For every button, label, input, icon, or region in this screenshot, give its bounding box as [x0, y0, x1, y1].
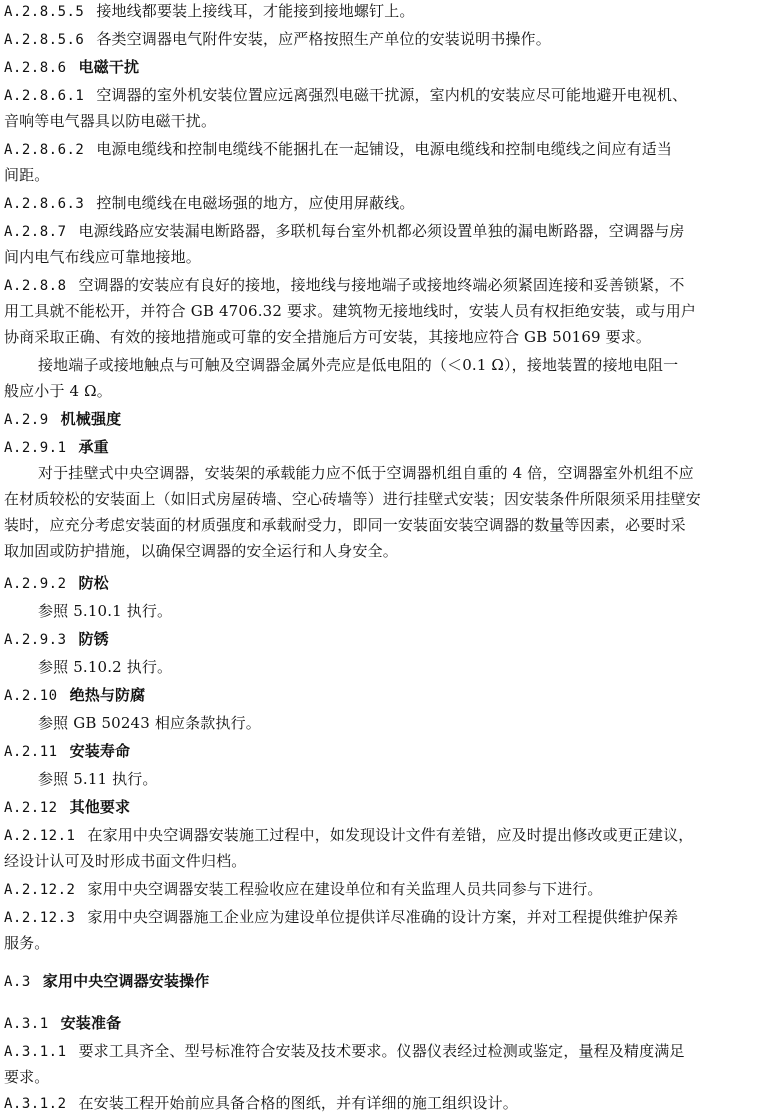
clause-a-2-8-5-5 — [4, 1, 754, 23]
clause-number: A.3.1.1 — [4, 1044, 67, 1060]
clause-text: 在家用中央空调器安装施工过程中，如发现设计文件有差错，应及时提出修改或更正建议， — [87, 826, 694, 844]
heading-a-2-10 — [4, 685, 754, 707]
clause-number: A.2.12 — [4, 800, 58, 816]
clause-text: 空调器的安装应有良好的接地，接地线与接地端子或接地终端必须紧固连接和妥善锁紧，不 — [78, 276, 685, 294]
heading-a-2-9-3 — [4, 629, 754, 651]
paragraph-line — [38, 657, 754, 678]
clause-text: 在安装工程开始前应具备合格的图纸，并有详细的施工组织设计。 — [78, 1094, 518, 1112]
continuation-line — [4, 1067, 754, 1088]
paragraph-line — [38, 355, 754, 376]
clause-number: A.2.9.3 — [4, 632, 67, 648]
clause-text: 要求。 — [4, 1068, 50, 1086]
paragraph-line — [38, 601, 754, 622]
clause-number: A.2.12.2 — [4, 882, 76, 898]
clause-number: A.2.8.6.3 — [4, 196, 85, 212]
clause-number: A.2.8.5.6 — [4, 32, 85, 48]
clause-a-2-12-2 — [4, 879, 754, 901]
clause-text: 在材质较松的安装面上（如旧式房屋砖墙、空心砖墙等）进行挂壁式安装；因安装条件所限须采用挂壁安 — [4, 490, 701, 508]
clause-number: A.2.8.6 — [4, 60, 67, 76]
continuation-line — [4, 541, 754, 562]
clause-text: 家用中央空调器安装工程验收应在建设单位和有关监理人员共同参与下进行。 — [87, 880, 603, 898]
clause-text: 家用中央空调器施工企业应为建设单位提供详尽准确的设计方案，并对工程提供维护保养 — [87, 908, 679, 926]
clause-number: A.2.8.8 — [4, 278, 67, 294]
clause-a-2-12-3 — [4, 907, 754, 929]
continuation-line — [4, 247, 754, 268]
clause-a-2-8-5-6 — [4, 29, 754, 51]
clause-a-2-8-6-1 — [4, 85, 754, 107]
clause-a-2-8-6-3 — [4, 193, 754, 215]
clause-text: 取加固或防护措施，以确保空调器的安全运行和人身安全。 — [4, 542, 398, 560]
continuation-line — [4, 327, 754, 348]
clause-text: 参照 5.11 执行。 — [38, 770, 158, 788]
continuation-line — [4, 111, 754, 132]
clause-number: A.2.11 — [4, 744, 58, 760]
clause-text: 对于挂壁式中央空调器，安装架的承载能力应不低于空调器机组自重的 4 倍，空调器室外机组不应 — [38, 464, 694, 482]
clause-number: A.2.8.6.1 — [4, 88, 85, 104]
heading-text: 家用中央空调器安装操作 — [42, 972, 210, 990]
clause-a-3-1-1 — [4, 1041, 754, 1063]
heading-text: 防松 — [78, 574, 109, 592]
clause-a-2-12-1 — [4, 825, 754, 847]
heading-a-2-9-2 — [4, 573, 754, 595]
clause-number: A.2.12.3 — [4, 910, 76, 926]
clause-text: 参照 5.10.2 执行。 — [38, 658, 173, 676]
heading-a-2-9-1 — [4, 437, 754, 459]
clause-number: A.2.9.1 — [4, 440, 67, 456]
heading-a-2-11 — [4, 741, 754, 763]
clause-text: 音响等电气器具以防电磁干扰。 — [4, 112, 217, 130]
clause-number: A.2.10 — [4, 688, 58, 704]
continuation-line — [4, 165, 754, 186]
clause-text: 控制电缆线在电磁场强的地方，应使用屏蔽线。 — [96, 194, 415, 212]
clause-text: 要求工具齐全、型号标准符合安装及技术要求。仪器仪表经过检测或鉴定，量程及精度满足 — [78, 1042, 685, 1060]
clause-number: A.3 — [4, 974, 31, 990]
clause-number: A.3.1.2 — [4, 1096, 67, 1112]
clause-a-2-8-7 — [4, 221, 754, 243]
clause-text: 间距。 — [4, 166, 50, 184]
heading-text: 机械强度 — [60, 410, 122, 428]
clause-text: 间内电气布线应可靠地接地。 — [4, 248, 201, 266]
clause-number: A.2.12.1 — [4, 828, 76, 844]
clause-text: 空调器的室外机安装位置应远离强烈电磁干扰源，室内机的安装应尽可能地避开电视机、 — [96, 86, 688, 104]
clause-text: 各类空调器电气附件安装，应严格按照生产单位的安装说明书操作。 — [96, 30, 551, 48]
clause-text: 用工具就不能松开，并符合 GB 4706.32 要求。建筑物无接地线时，安装人员有权拒绝安装，或与用户 — [4, 302, 696, 320]
clause-text: 参照 GB 50243 相应条款执行。 — [38, 714, 261, 732]
clause-text: 般应小于 4 Ω。 — [4, 382, 112, 400]
clause-text: 协商采取正确、有效的接地措施或可靠的安全措施后方可安装，其接地应符合 GB 50169 要求。 — [4, 328, 652, 346]
clause-text: 服务。 — [4, 934, 50, 952]
paragraph-line — [38, 463, 754, 484]
continuation-line — [4, 301, 754, 322]
clause-number: A.2.9.2 — [4, 576, 67, 592]
heading-a-2-12 — [4, 797, 754, 819]
heading-a-2-8-6 — [4, 57, 754, 79]
clause-text: 接地线都要装上接线耳，才能接到接地螺钉上。 — [96, 2, 415, 20]
heading-a-3-1 — [4, 1013, 754, 1035]
clause-a-2-8-8 — [4, 275, 754, 297]
continuation-line — [4, 851, 754, 872]
heading-text: 承重 — [78, 438, 109, 456]
heading-text: 电磁干扰 — [78, 58, 140, 76]
heading-text: 安装准备 — [60, 1014, 122, 1032]
clause-text: 电源线路应安装漏电断路器，多联机每台室外机都必须设置单独的漏电断路器，空调器与房 — [78, 222, 685, 240]
heading-text: 绝热与防腐 — [69, 686, 146, 704]
paragraph-line — [38, 769, 754, 790]
heading-text: 防锈 — [78, 630, 109, 648]
clause-text: 参照 5.10.1 执行。 — [38, 602, 173, 620]
clause-number: A.2.8.6.2 — [4, 142, 85, 158]
clause-number: A.2.8.7 — [4, 224, 67, 240]
clause-number: A.2.9 — [4, 412, 49, 428]
clause-text: 电源电缆线和控制电缆线不能捆扎在一起铺设，电源电缆线和控制电缆线之间应有适当 — [96, 140, 673, 158]
clause-number: A.3.1 — [4, 1016, 49, 1032]
clause-text: 经设计认可及时形成书面文件归档。 — [4, 852, 247, 870]
continuation-line — [4, 933, 754, 954]
continuation-line — [4, 489, 754, 510]
continuation-line — [4, 515, 754, 536]
heading-text: 安装寿命 — [69, 742, 131, 760]
clause-text: 装时，应充分考虑安装面的材质强度和承载耐受力，即同一安装面安装空调器的数量等因素，必要时采 — [4, 516, 686, 534]
clause-a-3-1-2 — [4, 1093, 754, 1115]
heading-text: 其他要求 — [69, 798, 131, 816]
clause-a-2-8-6-2 — [4, 139, 754, 161]
clause-text: 接地端子或接地触点与可触及空调器金属外壳应是低电阻的（＜0.1 Ω），接地装置的接地电阻一 — [38, 356, 679, 374]
clause-number: A.2.8.5.5 — [4, 4, 85, 20]
paragraph-line — [38, 713, 754, 734]
heading-a-3 — [4, 971, 754, 993]
continuation-line — [4, 381, 754, 402]
heading-a-2-9 — [4, 409, 754, 431]
